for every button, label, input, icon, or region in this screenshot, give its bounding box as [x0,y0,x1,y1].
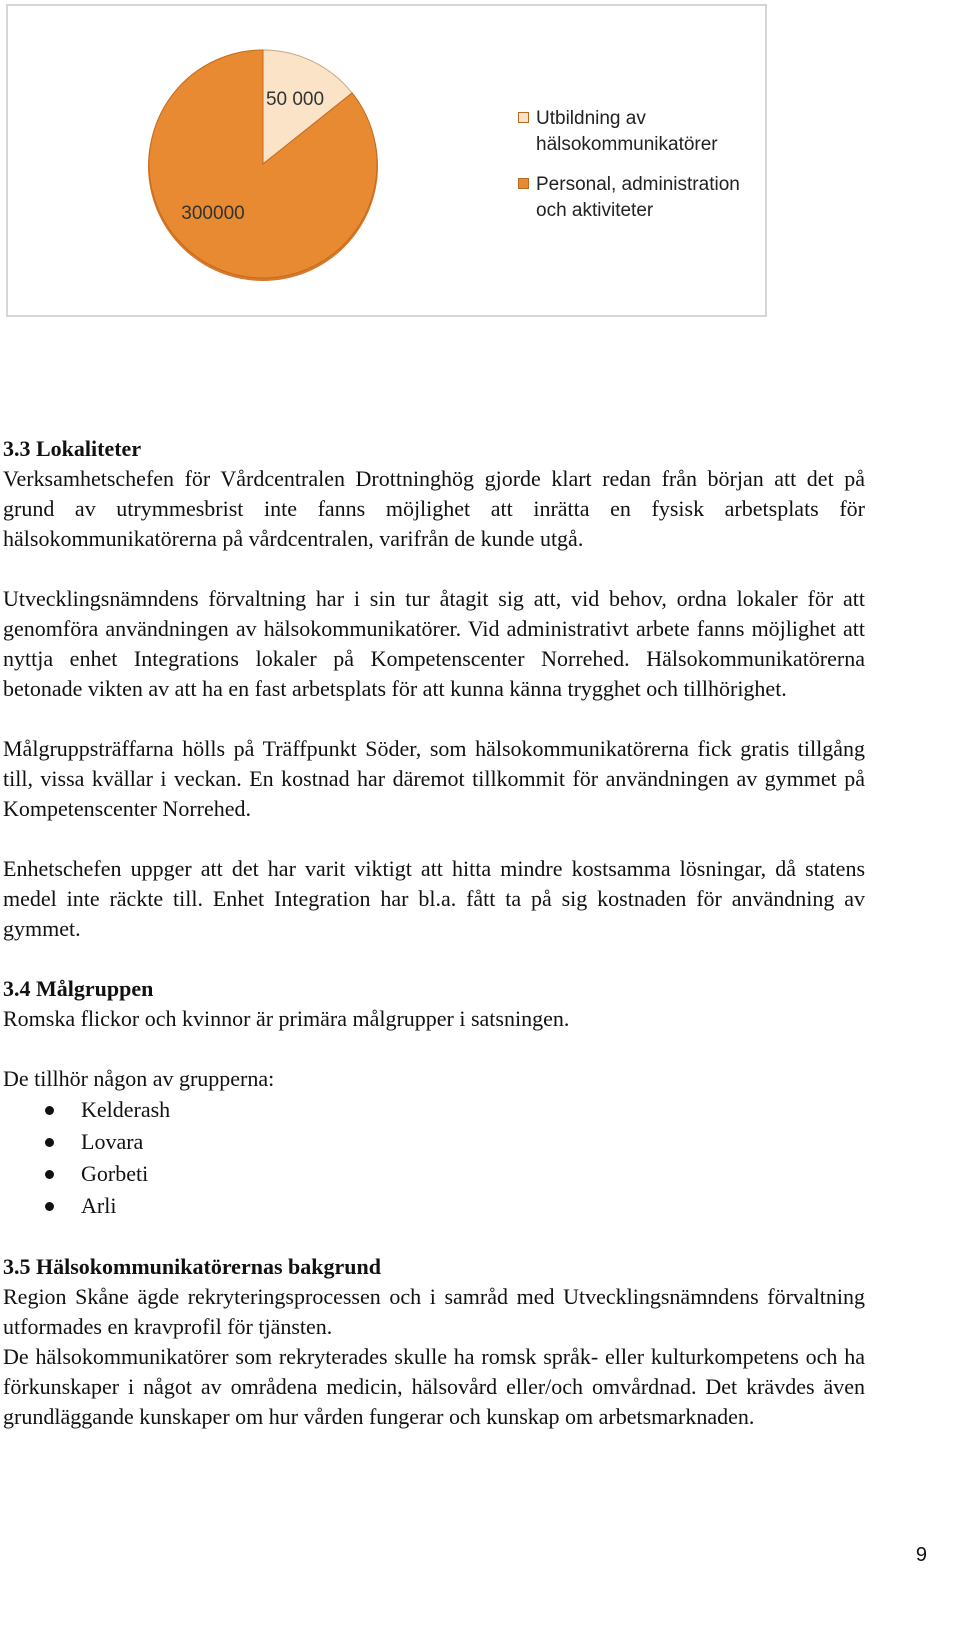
paragraph: Romska flickor och kvinnor är primära målgrupper i satsningen. [3,1006,570,1031]
paragraph: Verksamhetschefen för Vårdcentralen Drottninghög gjorde klart redan från början att det på grund av utrymmesbrist inte fanns möjlighet att inrätta en fysisk arbetsplats för hälsokommunikatörerna på vårdcentralen, varifrån de kunde utgå. [3,466,865,551]
list-item: Kelderash [3,1094,865,1126]
group-list [3,1094,865,1222]
list-item: Gorbeti [3,1158,865,1190]
legend-swatch-education [518,112,529,123]
pie-label-staff: 300000 [181,203,245,224]
chart-legend [518,106,763,238]
paragraph: Målgruppsträffarna hölls på Träffpunkt Söder, som hälsokommunikatörerna fick gratis tillgång till, vissa kvällar i veckan. En kostnad har däremot tillkommit för användningen av gymmet på Kompetenscenter Norrehed. [3,736,865,821]
legend-label-education: Utbildning av hälsokommunikatörer [536,108,718,155]
page-number: 9 [915,1544,927,1566]
legend-item-staff [518,172,763,224]
legend-label-staff: Personal, administration och aktiviteter [536,174,740,221]
section-heading-malgruppen: 3.4 Målgruppen [3,976,154,1001]
paragraph: Utvecklingsnämndens förvaltning har i sin tur åtagit sig att, vid behov, ordna lokaler för att genomföra användningen av hälsokommunikatörer. Vid administrativt arbete fanns möjlighet att nyttja enhet Integrations lokaler på Kompetenscenter Norrehed. Hälsokommunikatörerna betonade vikten av att ha en fast arbetsplats för att kunna känna trygghet och tillhörighet. [3,586,865,701]
list-intro: De tillhör någon av grupperna: [3,1066,275,1091]
paragraph: De hälsokommunikatörer som rekryterades skulle ha romsk språk- eller kulturkompetens och ha förkunskaper i något av områdena medicin, hälsovård eller/och omvårdnad. Det krävdes även grundläggande kunskaper om hur vården fungerar och kunskap om arbetsmarknaden. [3,1344,865,1429]
legend-item-education [518,106,763,158]
pie-label-education: 50 000 [265,89,325,110]
document-body [3,434,865,1432]
legend-swatch-staff [518,178,529,189]
list-item: Arli [3,1190,865,1222]
pie-chart [6,4,767,317]
list-item: Lovara [3,1126,865,1158]
paragraph: Enhetschefen uppger att det har varit viktigt att hitta mindre kostsamma lösningar, då statens medel inte räckte till. Enhet Integration har bl.a. fått ta på sig kostnaden för användning av gymmet. [3,856,865,941]
paragraph: Region Skåne ägde rekryteringsprocessen och i samråd med Utvecklingsnämndens förvaltning utformades en kravprofil för tjänsten. [3,1284,865,1339]
section-heading-lokaliteter: 3.3 Lokaliteter [3,436,142,461]
section-heading-bakgrund: 3.5 Hälsokommunikatörernas bakgrund [3,1254,381,1279]
